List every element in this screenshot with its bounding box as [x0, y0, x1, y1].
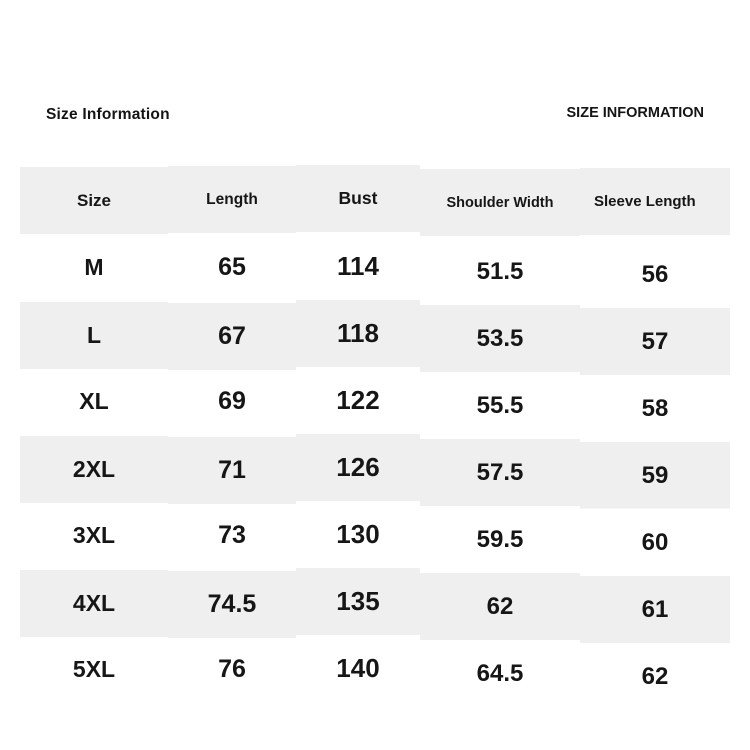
column-header-length: Length	[206, 190, 258, 208]
cell-bust: 122	[336, 385, 380, 415]
cell-bust: 126	[336, 452, 380, 482]
column-header-size: Size	[76, 190, 112, 210]
cell-size: 2XL	[72, 456, 116, 482]
cell-length: 76	[218, 655, 246, 683]
cell-length: 69	[218, 387, 246, 415]
size-table	[20, 167, 730, 703]
cell-size: 5XL	[72, 656, 116, 682]
cell-size: 4XL	[72, 590, 116, 616]
column-header-bust: Bust	[338, 188, 378, 208]
cell-size: XL	[79, 388, 109, 414]
cell-sleeve-length: 59	[641, 461, 669, 489]
page-title: Size Information	[46, 106, 170, 123]
cell-sleeve-length: 58	[641, 394, 669, 422]
cell-shoulder-width: 53.5	[476, 324, 524, 352]
cell-size: 3XL	[72, 522, 116, 548]
cell-sleeve-length: 60	[641, 528, 669, 556]
cell-shoulder-width: 55.5	[476, 391, 524, 419]
table-header-row	[20, 167, 730, 234]
cell-length: 74.5	[207, 590, 257, 618]
table-row	[20, 368, 730, 435]
cell-length: 73	[218, 521, 246, 549]
cell-bust: 135	[336, 586, 380, 616]
cell-sleeve-length: 56	[641, 260, 669, 288]
table-row	[20, 435, 730, 502]
cell-bust: 118	[337, 318, 379, 348]
cell-sleeve-length: 57	[641, 327, 669, 355]
cell-bust: 114	[337, 251, 379, 281]
cell-shoulder-width: 51.5	[476, 257, 524, 285]
cell-size: L	[86, 322, 102, 348]
column-header-sleeve-length: Sleeve Length	[594, 192, 696, 210]
cell-length: 67	[218, 322, 246, 350]
table-header	[20, 167, 730, 234]
table-row	[20, 569, 730, 636]
table-row	[20, 234, 730, 301]
cell-length: 71	[218, 456, 246, 484]
chart-header	[0, 106, 750, 156]
cell-shoulder-width: 57.5	[476, 458, 524, 486]
cell-bust: 140	[336, 653, 380, 683]
cell-sleeve-length: 62	[641, 662, 669, 690]
table-row	[20, 636, 730, 703]
cell-length: 65	[218, 253, 246, 281]
page-title-secondary: SIZE INFORMATION	[566, 105, 704, 121]
table-row	[20, 502, 730, 569]
cell-bust: 130	[336, 519, 380, 549]
cell-shoulder-width: 59.5	[476, 525, 524, 553]
cell-shoulder-width: 62	[486, 592, 514, 620]
cell-shoulder-width: 64.5	[476, 659, 524, 687]
table-body	[20, 234, 730, 703]
cell-size: M	[84, 254, 104, 280]
table-row	[20, 301, 730, 368]
cell-sleeve-length: 61	[641, 595, 669, 623]
column-header-shoulder-width: Shoulder Width	[446, 194, 554, 211]
